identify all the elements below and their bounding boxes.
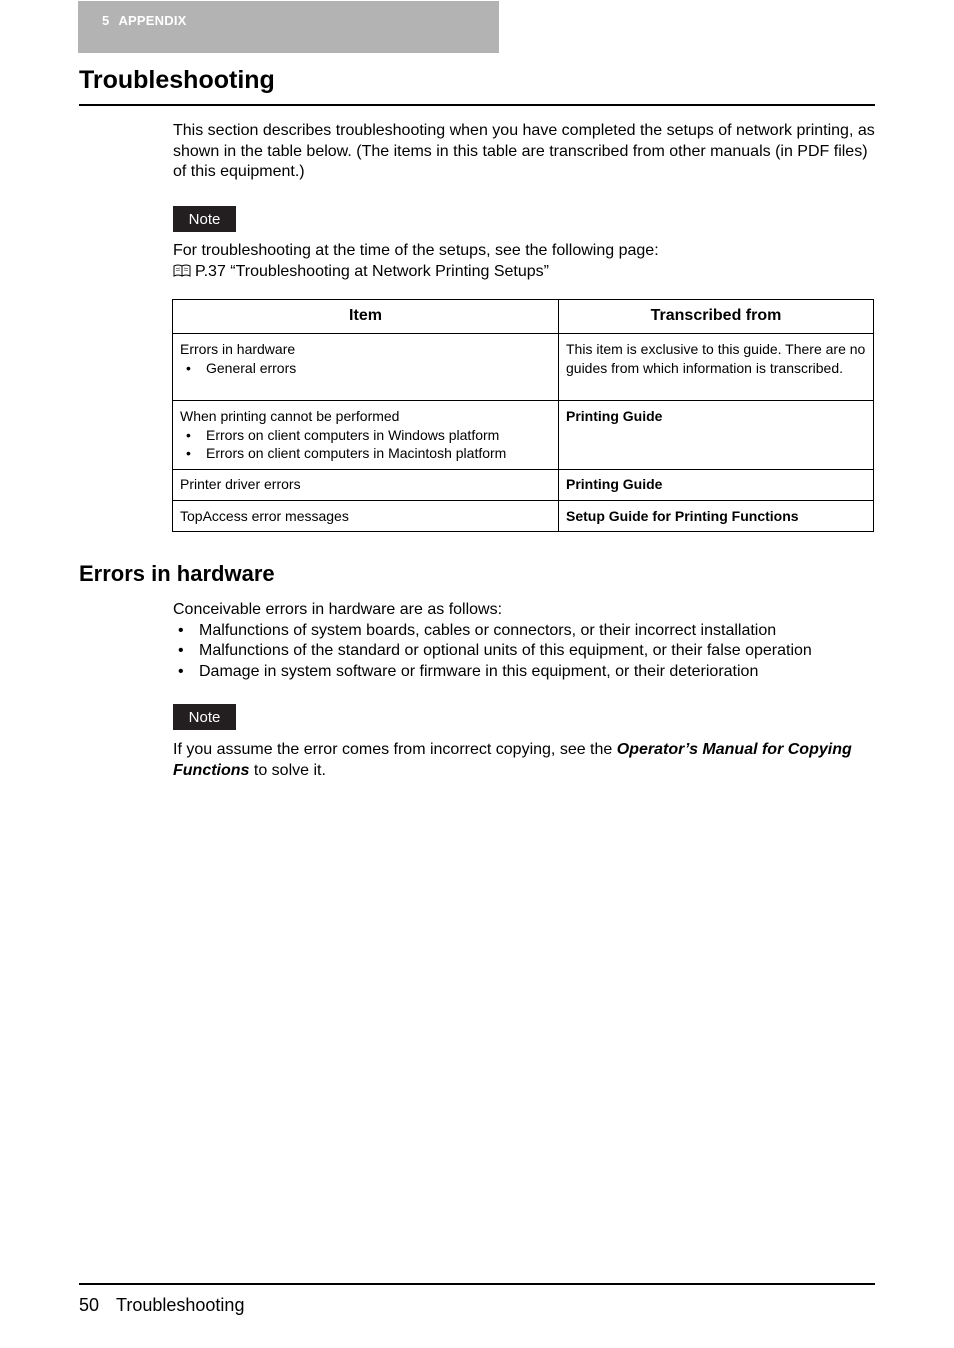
hardware-bullet-list — [173, 621, 878, 683]
table-header-row — [173, 300, 874, 334]
note-text-after: to solve it. — [249, 761, 326, 779]
item-label: When printing cannot be performed — [180, 408, 400, 424]
table-row — [173, 501, 874, 532]
table-cell-source: Setup Guide for Printing Functions — [559, 501, 874, 532]
table-cell-item: Printer driver errors — [173, 470, 559, 501]
book-icon — [173, 264, 191, 277]
footer-rule — [79, 1283, 875, 1285]
section-title: Errors in hardware — [79, 561, 275, 586]
table-cell-item — [173, 401, 559, 470]
page-title: Troubleshooting — [79, 66, 275, 94]
intro-paragraph: This section describes troubleshooting when you have completed the setups of network printing, as shown in the table below. (The items in this table are transcribed from other manuals (in PDF files) of this equipment.) — [173, 122, 875, 180]
chapter-title: APPENDIX — [118, 13, 187, 28]
item-bullet: • General errors — [180, 359, 551, 378]
table-cell-source: Printing Guide — [559, 401, 874, 470]
item-bullets — [180, 359, 551, 378]
hardware-lead: Conceivable errors in hardware are as follows: — [173, 601, 503, 618]
item-bullet: • Errors on client computers in Windows platform — [180, 426, 551, 445]
item-bullet: • Errors on client computers in Macintosh platform — [180, 444, 551, 463]
page-footer — [79, 1295, 244, 1316]
table-row — [173, 470, 874, 501]
table-cell-source: Printing Guide — [559, 470, 874, 501]
table-cell-item: TopAccess error messages — [173, 501, 559, 532]
page-number: 50 — [79, 1295, 100, 1315]
manual-reference: Operator’s Manual for Copying Functions — [173, 741, 852, 779]
note-badge: Note — [173, 704, 236, 730]
note-text — [173, 241, 878, 282]
chapter-number: 5 — [102, 13, 110, 28]
note-badge: Note — [173, 206, 236, 232]
list-item: • Damage in system software or firmware in this equipment, or their deterioration — [173, 662, 878, 683]
chapter-label — [102, 13, 187, 28]
list-item: • Malfunctions of the standard or optional units of this equipment, or their false operation — [173, 641, 878, 662]
note-text — [173, 740, 878, 781]
item-bullets — [180, 426, 551, 463]
table-row — [173, 401, 874, 470]
troubleshooting-table — [172, 299, 874, 532]
table-cell-item — [173, 334, 559, 401]
note-text-line: For troubleshooting at the time of the setups, see the following page: — [173, 242, 659, 259]
table-header-item: Item — [173, 300, 559, 334]
footer-section: Troubleshooting — [116, 1295, 245, 1315]
title-rule — [79, 104, 875, 106]
table-row — [173, 334, 874, 401]
note-text-before: If you assume the error comes from incorrect copying, see the — [173, 741, 617, 758]
item-label: Errors in hardware — [180, 341, 296, 357]
note-reference-link[interactable]: P.37 “Troubleshooting at Network Printing Setups” — [195, 262, 549, 280]
chapter-header-tab — [78, 1, 499, 53]
note-reference[interactable] — [173, 262, 878, 283]
table-header-source: Transcribed from — [559, 300, 874, 334]
hardware-errors-block — [173, 600, 878, 682]
table-cell-source: This item is exclusive to this guide. There are no guides from which information is transcribed. — [559, 334, 874, 401]
list-item: • Malfunctions of system boards, cables or connectors, or their incorrect installation — [173, 621, 878, 642]
